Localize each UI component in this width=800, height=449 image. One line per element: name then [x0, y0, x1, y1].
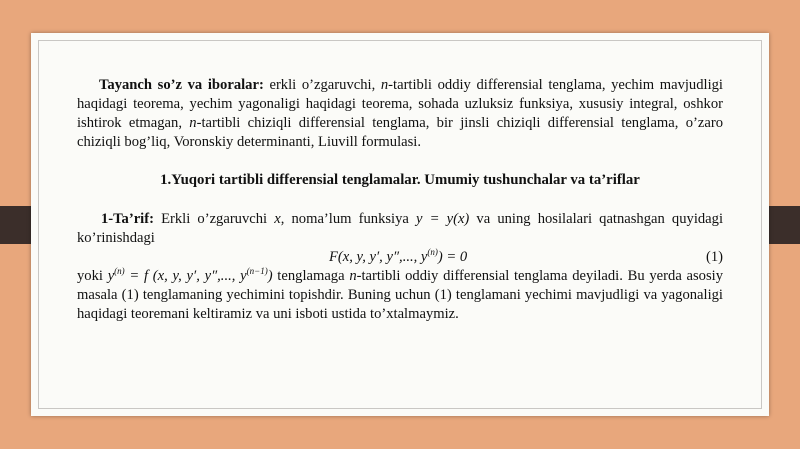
definition-text-c: va uning hosilalari qatnashgan quyidagi ko’rinishdagi [77, 211, 723, 246]
definition-text-a: Erkli o’zgaruvchi [153, 211, 275, 227]
continuation-formula [108, 268, 273, 284]
continuation-formula-mid: = f (x, y, y′, y″,..., y [124, 268, 247, 284]
keywords-n: n [380, 77, 389, 93]
slide [31, 33, 769, 416]
continuation-formula-mid-sup: (n−1) [246, 266, 268, 277]
keywords-text-c: -tartibli chiziqli differensial tenglama, bir jinsli chiziqli differensial tenglama, o’zaro chiziqli bog’liq, Voronskiy determinanti, Liuvill formulasi. [77, 115, 723, 150]
keywords-label: Tayanch so’z va iboralar: [99, 77, 264, 93]
definition-text-b: , noma’lum funksiya [280, 211, 417, 227]
equation-formula [329, 248, 467, 267]
keywords-paragraph [77, 76, 723, 152]
continuation-n: n [349, 268, 357, 284]
definition-y-eq: y = y(x) [416, 211, 470, 227]
section-heading: 1.Yuqori tartibli differensial tenglamalar. Umumiy tushunchalar va ta’riflar [160, 172, 640, 188]
keywords-text-b: -tartibli oddiy differensial tenglama, yechim mavjudligi haqidagi teorema, yechim yagonaligi haqidagi teorema, sohada uzluksiz funksiya, xususiy integral, oshkor ishtirok etmagan, [77, 77, 723, 131]
keywords-text-a: erkli o’zgaruvchi, [263, 77, 381, 93]
continuation-paragraph [77, 267, 723, 324]
continuation-text-b: -tartibli oddiy differensial tenglama deyiladi. Bu yerda asosiy masala (1) tenglamaning yechimini topishdir. Buning uchun (1) tenglamani yechimi mavjudligi va yagonaligi haqidagi teoremani keltiramiz va uni isboti ustida to’xtalmaymiz. [77, 268, 724, 322]
definition-x: x [274, 211, 281, 227]
definition-label: 1-Ta’rif: [101, 211, 154, 227]
slide-content [77, 76, 723, 324]
equation-formula-sup: (n) [427, 247, 438, 258]
definition-paragraph [77, 210, 723, 248]
equation-number: (1) [705, 249, 723, 265]
keywords-n-2: n [189, 115, 197, 131]
continuation-formula-lhs: y [107, 268, 115, 284]
equation-row [77, 248, 723, 267]
continuation-text-a: tenglamaga [272, 268, 350, 284]
continuation-prefix: yoki [77, 268, 108, 284]
continuation-formula-end: ) [267, 268, 273, 284]
continuation-formula-lhs-sup: (n) [114, 266, 125, 277]
equation-formula-end: ) = 0 [437, 249, 468, 265]
equation-formula-base: F(x, y, y′, y″,..., y [329, 249, 428, 265]
